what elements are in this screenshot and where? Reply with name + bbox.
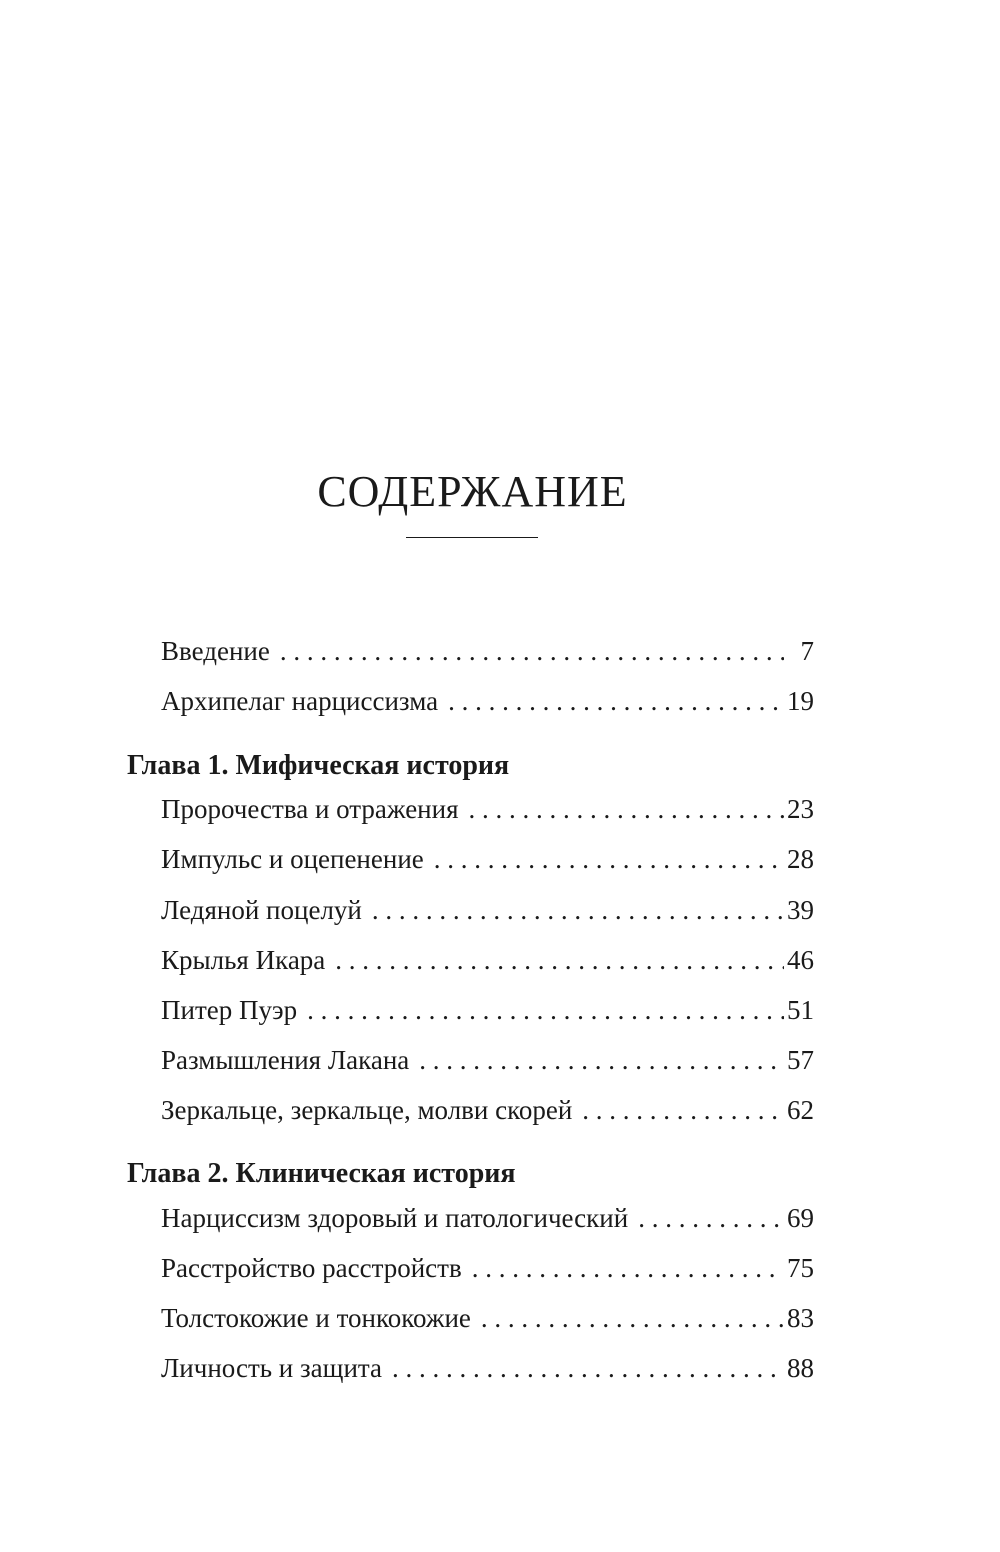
dot-leader: [335, 940, 784, 980]
toc-entry-label: Расстройство расстройств: [161, 1253, 462, 1283]
toc-entry[interactable]: [161, 789, 814, 829]
dot-leader: [434, 839, 784, 879]
toc-entry-label: Личность и защита: [161, 1353, 383, 1383]
toc-entry-label: Архипелаг нарциссизма: [161, 686, 439, 716]
dot-leader: [392, 1348, 784, 1388]
toc-entry-label: Толстокожие и тонкокожие: [161, 1303, 471, 1333]
toc-entry[interactable]: [161, 990, 814, 1030]
toc-entry[interactable]: [161, 839, 814, 879]
title-divider: [406, 537, 538, 538]
dot-leader: [469, 789, 784, 829]
toc-entry[interactable]: [161, 1348, 814, 1388]
toc-entry-page: 69: [787, 1203, 814, 1233]
chapter-heading[interactable]: Глава 1. Мифическая история: [127, 750, 510, 781]
dot-leader: [481, 1298, 784, 1338]
toc-entry[interactable]: [161, 1090, 814, 1130]
toc-entry-page: 57: [787, 1045, 814, 1075]
dot-leader: [472, 1248, 784, 1288]
toc-entry[interactable]: [161, 631, 814, 671]
dot-leader: [372, 890, 784, 930]
toc-entry-label: Введение: [161, 636, 270, 666]
toc-entry[interactable]: [161, 1248, 814, 1288]
toc-entry-page: 83: [787, 1303, 814, 1333]
toc-entry-page: 23: [787, 794, 814, 824]
toc-entry-label: Зеркальце, зеркальце, молви скорей: [161, 1095, 573, 1125]
toc-entry[interactable]: [161, 1198, 814, 1238]
toc-entry-label: Пророчества и отражения: [161, 794, 459, 824]
toc-entry[interactable]: [161, 1298, 814, 1338]
toc-entry-label: Питер Пуэр: [161, 995, 298, 1025]
toc-entry-page: 7: [800, 636, 814, 666]
toc-entry-page: 88: [787, 1353, 814, 1383]
page-title: СОДЕРЖАНИЕ: [317, 467, 628, 516]
dot-leader: [419, 1040, 784, 1080]
toc-entry-label: Крылья Икара: [161, 945, 326, 975]
toc-entry[interactable]: [161, 681, 814, 721]
toc-entry-page: 62: [787, 1095, 814, 1125]
chapter-heading[interactable]: Глава 2. Клиническая история: [127, 1158, 516, 1189]
dot-leader: [638, 1198, 784, 1238]
toc-entry-page: 51: [787, 995, 814, 1025]
toc-entry-label: Ледяной поцелуй: [161, 895, 362, 925]
toc-entry[interactable]: [161, 940, 814, 980]
toc-entry-label: Размышления Лакана: [161, 1045, 410, 1075]
toc-entry[interactable]: [161, 1040, 814, 1080]
dot-leader: [307, 990, 784, 1030]
toc-entry-label: Импульс и оцепенение: [161, 844, 424, 874]
toc-entry-label: Нарциссизм здоровый и патологический: [161, 1203, 629, 1233]
toc-entry[interactable]: [161, 890, 814, 930]
dot-leader: [448, 681, 784, 721]
toc-entry-page: 28: [787, 844, 814, 874]
toc-entry-page: 75: [787, 1253, 814, 1283]
toc-entry-page: 39: [787, 895, 814, 925]
toc-entry-page: 19: [787, 686, 814, 716]
toc-entry-page: 46: [787, 945, 814, 975]
dot-leader: [280, 631, 784, 671]
dot-leader: [582, 1090, 784, 1130]
